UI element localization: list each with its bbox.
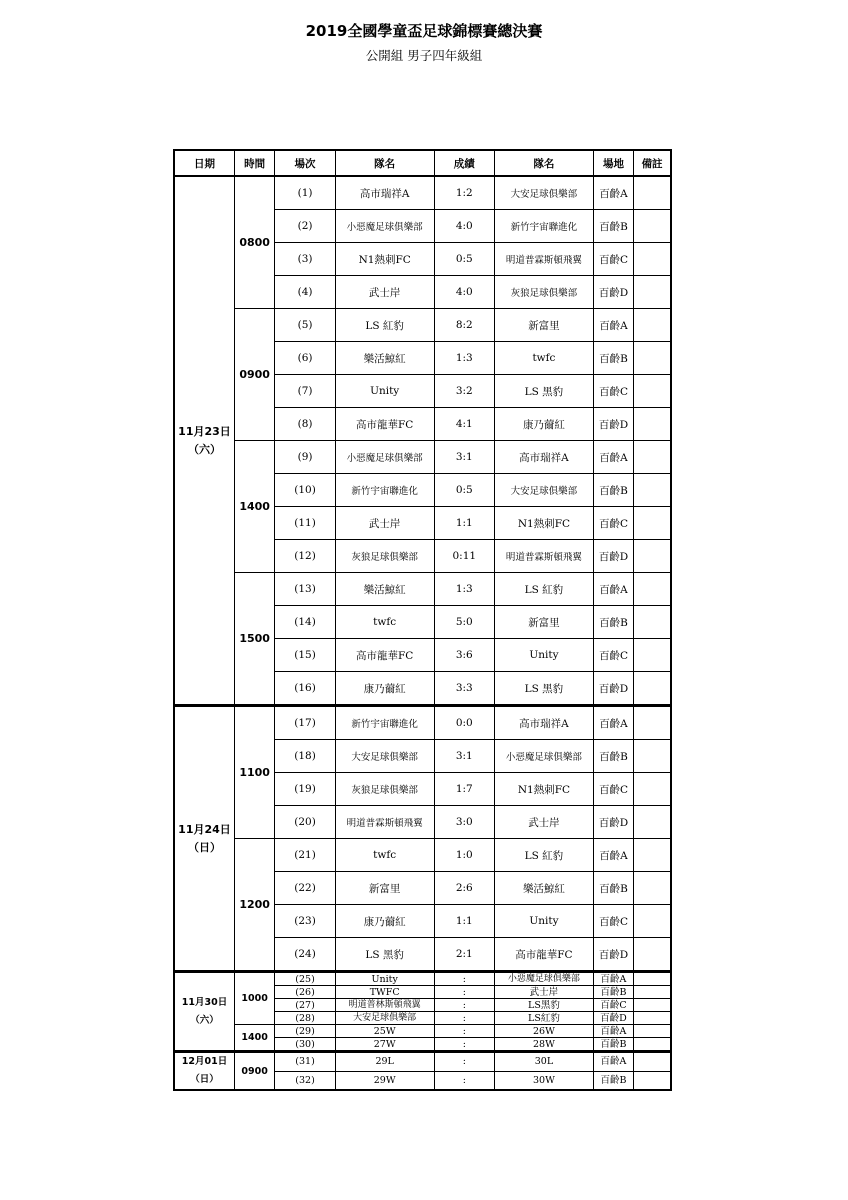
- match-number: (25): [275, 972, 335, 986]
- match-time: 1100: [234, 706, 274, 839]
- match-number: (9): [275, 441, 335, 474]
- match-number: (31): [275, 1052, 335, 1072]
- match-number: (1): [275, 176, 335, 210]
- match-note: [634, 938, 671, 972]
- match-time: 0800: [234, 176, 274, 309]
- header-row: [174, 150, 671, 176]
- match-note: [634, 872, 671, 905]
- away-team: 康乃薾紅: [495, 408, 594, 441]
- home-team: 25W: [335, 1025, 434, 1038]
- match-number: (19): [275, 773, 335, 806]
- match-note: [634, 806, 671, 839]
- match-note: [634, 972, 671, 986]
- home-team: 29L: [335, 1052, 434, 1072]
- match-note: [634, 210, 671, 243]
- match-note: [634, 408, 671, 441]
- away-team: LS紅豹: [495, 1012, 594, 1025]
- match-score: 0:11: [434, 540, 494, 573]
- match-note: [634, 309, 671, 342]
- match-note: [634, 839, 671, 872]
- match-score: 4:0: [434, 210, 494, 243]
- match-date: 11月23日: [178, 424, 231, 438]
- away-team: 30W: [495, 1071, 594, 1090]
- match-note: [634, 999, 671, 1012]
- match-note: [634, 986, 671, 999]
- home-team: 29W: [335, 1071, 434, 1090]
- home-team: 明道普林斯頓飛翼: [335, 999, 434, 1012]
- home-team: twfc: [335, 606, 434, 639]
- home-team: twfc: [335, 839, 434, 872]
- home-team: 武士岸: [335, 507, 434, 540]
- page-title: 2019全國學童盃足球錦標賽總決賽: [305, 22, 543, 40]
- match-score: 1:3: [434, 573, 494, 606]
- home-team: 小惡魔足球俱樂部: [335, 210, 434, 243]
- match-score: 3:6: [434, 639, 494, 672]
- match-venue: 百齡D: [593, 540, 633, 573]
- match-weekday: （日）: [190, 1074, 219, 1085]
- match-venue: 百齡C: [593, 507, 633, 540]
- table-row: [174, 176, 671, 210]
- match-number: (28): [275, 1012, 335, 1025]
- home-team: 小惡魔足球俱樂部: [335, 441, 434, 474]
- match-score: 0:5: [434, 474, 494, 507]
- away-team: 灰狼足球俱樂部: [495, 276, 594, 309]
- match-number: (23): [275, 905, 335, 938]
- match-score: 5:0: [434, 606, 494, 639]
- match-venue: 百齡A: [593, 441, 633, 474]
- table-row: [174, 706, 671, 740]
- match-note: [634, 1038, 671, 1052]
- match-weekday: （日）: [187, 840, 221, 854]
- match-venue: 百齡C: [593, 905, 633, 938]
- match-venue: 百齡D: [593, 938, 633, 972]
- match-date-cell: [174, 972, 234, 1052]
- match-note: [634, 507, 671, 540]
- away-team: 小惡魔足球俱樂部: [495, 972, 594, 986]
- table-row: [174, 309, 671, 342]
- match-note: [634, 276, 671, 309]
- match-venue: 百齡B: [593, 606, 633, 639]
- table-row: [174, 573, 671, 606]
- match-score: 3:3: [434, 672, 494, 706]
- match-score: 3:0: [434, 806, 494, 839]
- match-venue: 百齡C: [593, 243, 633, 276]
- away-team: 新竹宇宙聯進化: [495, 210, 594, 243]
- home-team: 康乃薾紅: [335, 672, 434, 706]
- match-number: (21): [275, 839, 335, 872]
- match-note: [634, 243, 671, 276]
- match-score: :: [434, 1012, 494, 1025]
- match-number: (5): [275, 309, 335, 342]
- away-team: LS 紅豹: [495, 573, 594, 606]
- match-note: [634, 706, 671, 740]
- match-note: [634, 740, 671, 773]
- match-number: (17): [275, 706, 335, 740]
- home-team: N1熱刺FC: [335, 243, 434, 276]
- match-venue: 百齡A: [593, 309, 633, 342]
- match-note: [634, 176, 671, 210]
- home-team: 新富里: [335, 872, 434, 905]
- match-score: 0:0: [434, 706, 494, 740]
- match-date-cell: [174, 706, 234, 972]
- match-venue: 百齡A: [593, 1025, 633, 1038]
- away-team: Unity: [495, 639, 594, 672]
- match-number: (2): [275, 210, 335, 243]
- column-header: 日期: [174, 150, 234, 176]
- match-number: (18): [275, 740, 335, 773]
- match-number: (32): [275, 1071, 335, 1090]
- away-team: 明道普霖斯頓飛翼: [495, 243, 594, 276]
- match-date: 11月24日: [178, 822, 231, 836]
- away-team: 高市瑞祥A: [495, 706, 594, 740]
- home-team: 新竹宇宙聯進化: [335, 474, 434, 507]
- match-time: 1500: [234, 573, 274, 706]
- match-time: 0900: [234, 309, 274, 441]
- match-score: :: [434, 999, 494, 1012]
- away-team: 新富里: [495, 606, 594, 639]
- match-number: (4): [275, 276, 335, 309]
- match-venue: 百齡B: [593, 210, 633, 243]
- away-team: 樂活鯨紅: [495, 872, 594, 905]
- away-team: LS 黑豹: [495, 375, 594, 408]
- match-note: [634, 1012, 671, 1025]
- match-number: (24): [275, 938, 335, 972]
- home-team: 明道普霖斯頓飛翼: [335, 806, 434, 839]
- home-team: 新竹宇宙聯進化: [335, 706, 434, 740]
- match-number: (15): [275, 639, 335, 672]
- away-team: 小惡魔足球俱樂部: [495, 740, 594, 773]
- match-venue: 百齡C: [593, 773, 633, 806]
- away-team: 新富里: [495, 309, 594, 342]
- match-number: (10): [275, 474, 335, 507]
- home-team: 灰狼足球俱樂部: [335, 540, 434, 573]
- match-score: 2:1: [434, 938, 494, 972]
- match-venue: 百齡D: [593, 408, 633, 441]
- match-note: [634, 606, 671, 639]
- column-header: 備註: [634, 150, 671, 176]
- home-team: 大安足球俱樂部: [335, 740, 434, 773]
- away-team: N1熱刺FC: [495, 507, 594, 540]
- match-number: (14): [275, 606, 335, 639]
- home-team: 高市龍華FC: [335, 639, 434, 672]
- table-row: [174, 1052, 671, 1072]
- match-score: :: [434, 1025, 494, 1038]
- column-header: 時間: [234, 150, 274, 176]
- home-team: 大安足球俱樂部: [335, 1012, 434, 1025]
- match-score: 1:1: [434, 507, 494, 540]
- away-team: 30L: [495, 1052, 594, 1072]
- match-venue: 百齡D: [593, 276, 633, 309]
- match-weekday: （六）: [187, 442, 221, 456]
- match-note: [634, 342, 671, 375]
- match-number: (27): [275, 999, 335, 1012]
- match-score: 1:2: [434, 176, 494, 210]
- home-team: LS 黑豹: [335, 938, 434, 972]
- match-note: [634, 441, 671, 474]
- match-number: (26): [275, 986, 335, 999]
- away-team: 高市龍華FC: [495, 938, 594, 972]
- match-number: (30): [275, 1038, 335, 1052]
- home-team: Unity: [335, 375, 434, 408]
- match-note: [634, 1025, 671, 1038]
- match-note: [634, 773, 671, 806]
- match-venue: 百齡B: [593, 342, 633, 375]
- home-team: LS 紅豹: [335, 309, 434, 342]
- away-team: 大安足球俱樂部: [495, 474, 594, 507]
- match-number: (12): [275, 540, 335, 573]
- match-time: 0900: [234, 1052, 274, 1091]
- home-team: 灰狼足球俱樂部: [335, 773, 434, 806]
- match-number: (22): [275, 872, 335, 905]
- match-note: [634, 573, 671, 606]
- column-header: 隊名: [495, 150, 594, 176]
- match-score: :: [434, 1038, 494, 1052]
- home-team: 武士岸: [335, 276, 434, 309]
- match-note: [634, 1071, 671, 1090]
- match-time: 1400: [234, 1025, 274, 1052]
- match-score: 4:1: [434, 408, 494, 441]
- match-number: (16): [275, 672, 335, 706]
- column-header: 隊名: [335, 150, 434, 176]
- match-score: 3:1: [434, 740, 494, 773]
- home-team: 高市瑞祥A: [335, 176, 434, 210]
- match-score: :: [434, 1071, 494, 1090]
- schedule-body: [174, 176, 671, 1090]
- home-team: 康乃薾紅: [335, 905, 434, 938]
- match-note: [634, 540, 671, 573]
- match-venue: 百齡D: [593, 1012, 633, 1025]
- match-venue: 百齡B: [593, 986, 633, 999]
- match-score: 1:3: [434, 342, 494, 375]
- away-team: 高市瑞祥A: [495, 441, 594, 474]
- away-team: LS黑豹: [495, 999, 594, 1012]
- away-team: Unity: [495, 905, 594, 938]
- match-date: 12月01日: [181, 1056, 228, 1067]
- match-number: (20): [275, 806, 335, 839]
- match-date: 11月30日: [181, 996, 228, 1008]
- column-header: 場次: [275, 150, 335, 176]
- match-note: [634, 639, 671, 672]
- table-row: [174, 1025, 671, 1038]
- match-time: 1200: [234, 839, 274, 972]
- match-note: [634, 905, 671, 938]
- home-team: 27W: [335, 1038, 434, 1052]
- away-team: 武士岸: [495, 986, 594, 999]
- match-score: :: [434, 972, 494, 986]
- match-venue: 百齡A: [593, 839, 633, 872]
- match-date-cell: [174, 1052, 234, 1091]
- home-team: 高市龍華FC: [335, 408, 434, 441]
- home-team: 樂活鯨紅: [335, 342, 434, 375]
- away-team: LS 紅豹: [495, 839, 594, 872]
- match-note: [634, 474, 671, 507]
- match-number: (11): [275, 507, 335, 540]
- home-team: Unity: [335, 972, 434, 986]
- match-number: (6): [275, 342, 335, 375]
- away-team: twfc: [495, 342, 594, 375]
- match-time: 1400: [234, 441, 274, 573]
- match-venue: 百齡B: [593, 872, 633, 905]
- away-team: 大安足球俱樂部: [495, 176, 594, 210]
- home-team: 樂活鯨紅: [335, 573, 434, 606]
- page-subtitle: 公開組 男子四年級組: [365, 48, 483, 63]
- match-venue: 百齡A: [593, 706, 633, 740]
- away-team: 明道普霖斯頓飛翼: [495, 540, 594, 573]
- match-score: 0:5: [434, 243, 494, 276]
- match-score: 3:1: [434, 441, 494, 474]
- match-score: 1:1: [434, 905, 494, 938]
- match-number: (7): [275, 375, 335, 408]
- match-score: 4:0: [434, 276, 494, 309]
- match-venue: 百齡D: [593, 672, 633, 706]
- column-header: 場地: [593, 150, 633, 176]
- away-team: N1熱刺FC: [495, 773, 594, 806]
- match-number: (8): [275, 408, 335, 441]
- match-venue: 百齡A: [593, 573, 633, 606]
- column-header: 成績: [434, 150, 494, 176]
- match-venue: 百齡B: [593, 474, 633, 507]
- match-score: :: [434, 986, 494, 999]
- away-team: 武士岸: [495, 806, 594, 839]
- home-team: TWFC: [335, 986, 434, 999]
- match-number: (13): [275, 573, 335, 606]
- match-venue: 百齡C: [593, 639, 633, 672]
- match-venue: 百齡B: [593, 740, 633, 773]
- match-venue: 百齡B: [593, 1038, 633, 1052]
- match-weekday: （六）: [190, 1014, 219, 1026]
- match-number: (29): [275, 1025, 335, 1038]
- away-team: LS 黑豹: [495, 672, 594, 706]
- match-score: 1:7: [434, 773, 494, 806]
- match-score: :: [434, 1052, 494, 1072]
- match-score: 8:2: [434, 309, 494, 342]
- match-venue: 百齡A: [593, 1052, 633, 1072]
- table-row: [174, 839, 671, 872]
- match-time: 1000: [234, 972, 274, 1025]
- match-note: [634, 375, 671, 408]
- away-team: 26W: [495, 1025, 594, 1038]
- match-note: [634, 1052, 671, 1072]
- match-note: [634, 672, 671, 706]
- match-venue: 百齡A: [593, 972, 633, 986]
- match-venue: 百齡B: [593, 1071, 633, 1090]
- match-score: 2:6: [434, 872, 494, 905]
- match-number: (3): [275, 243, 335, 276]
- match-date-cell: [174, 176, 234, 706]
- match-venue: 百齡D: [593, 806, 633, 839]
- schedule-table: [173, 149, 672, 1091]
- match-venue: 百齡A: [593, 176, 633, 210]
- match-score: 1:0: [434, 839, 494, 872]
- match-score: 3:2: [434, 375, 494, 408]
- away-team: 28W: [495, 1038, 594, 1052]
- table-row: [174, 441, 671, 474]
- table-row: [174, 972, 671, 986]
- match-venue: 百齡C: [593, 375, 633, 408]
- match-venue: 百齡C: [593, 999, 633, 1012]
